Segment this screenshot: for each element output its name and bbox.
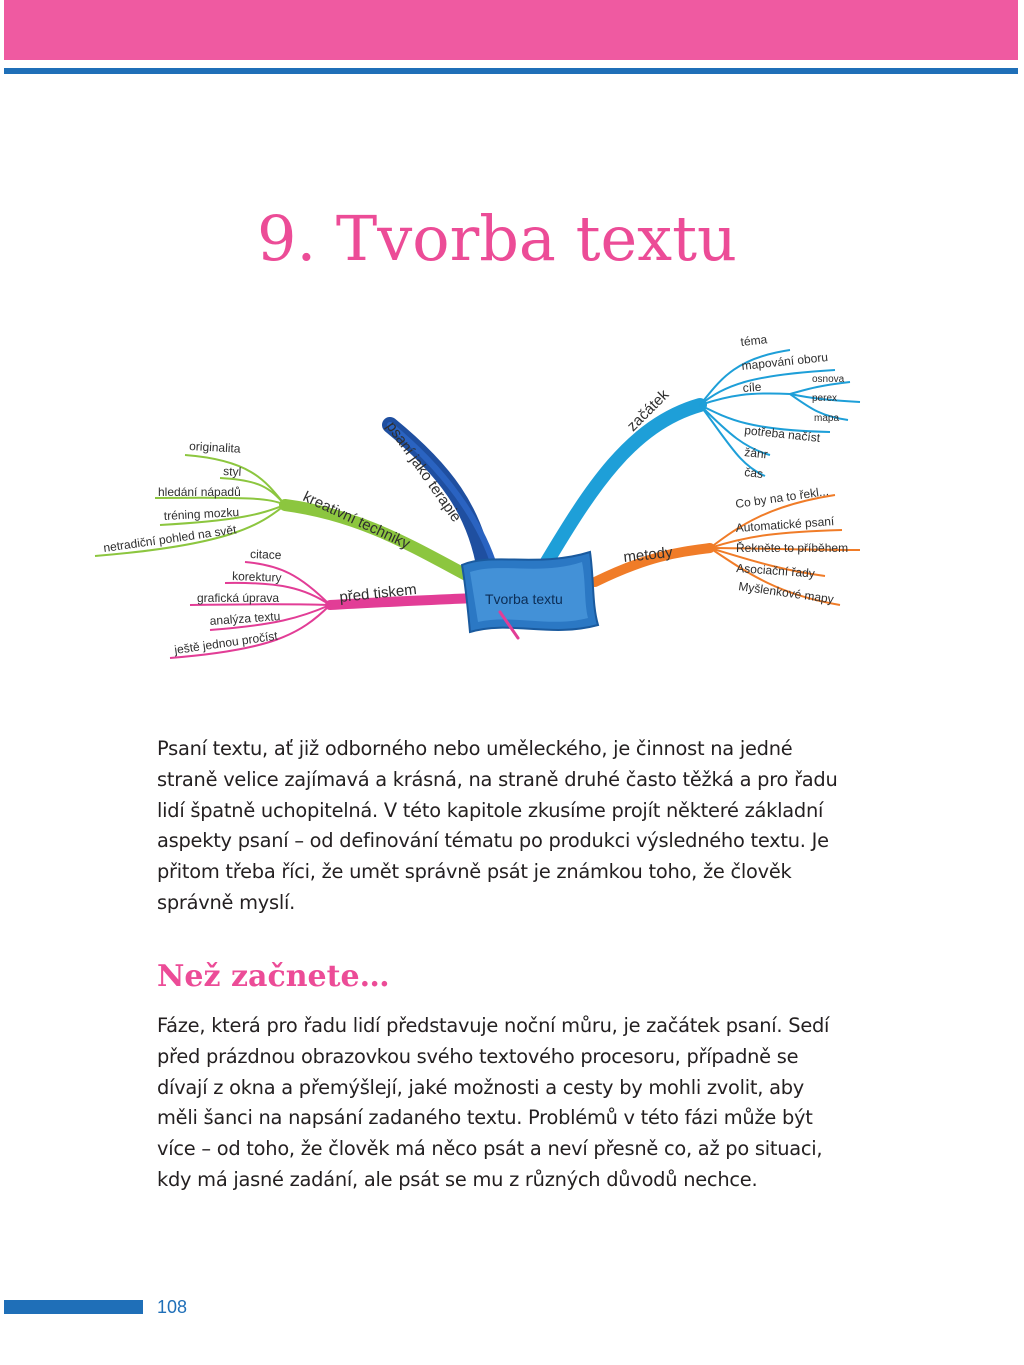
kreativni-item: styl [222,464,242,479]
mind-map [90,320,880,680]
kreativni-item: hledání nápadů [158,485,241,499]
metody-item: Řekněte to příběhem [736,541,849,555]
zacatek-item: potřeba načíst [743,423,821,445]
cile-item: mapa [814,413,840,424]
cile-item: osnova [812,374,845,385]
kreativni-item: tréning mozku [163,505,240,523]
header-band [4,0,1018,60]
intro-paragraph: Psaní textu, ať již odborného nebo uměleckého, je činnost na jedné straně velice zajímavá a krásná, na straně druhé často těžká a pro řadu lidí špatně uchopitelná. V této kapitole zkusíme projít některé základní aspekty psaní – od definování tématu po produkci výsledného textu. Je přitom třeba říci, že umět správně psát je známkou toho, že člověk správně myslí. [157,737,838,914]
pred-tiskem-item: citace [249,547,282,563]
metody-item: Myšlenkové mapy [737,579,835,607]
chapter-title: 9. Tvorba textu [257,202,737,275]
branch-label-pred-tiskem: před tiskem [338,580,418,606]
cile-item: perex [812,393,838,404]
branch-label-kreativni-techniky: kreativní techniky [300,488,413,553]
pred-tiskem-item: korektury [231,569,282,585]
zacatek-item: mapování oboru [740,349,829,373]
pred-tiskem-item: analýza textu [209,609,281,628]
branch-label-metody: metody [622,543,674,566]
zacatek-item: čas [743,465,764,481]
zacatek-item: cíle [742,379,762,395]
header-rule [4,68,1018,74]
pred-tiskem-item: grafická úprava [197,591,280,605]
metody-item: Asociační řady [735,561,816,581]
branch-kreativni-line [285,505,470,577]
pred-tiskem-item: ještě jednou pročíst [173,628,279,657]
branch-label-psani-jako-terapie: psaní jako terapie [382,418,465,526]
branch-zacatek-line [545,405,700,565]
section-paragraph: Fáze, která pro řadu lidí představuje noční můru, je začátek psaní. Sedí před prázdnou obrazovkou svého textového procesoru, případně se dívají z okna a přemýšlejí, jaké možnosti a cesty by mohli zvolit, aby měli šanci na napsání zadaného textu. Problémů v této fázi může být více – od toho, že člověk má něco psát a neví přesně co, až po situaci, kdy má jasné zadání, ale psát se mu z různých důvodů nechce. [157,1014,830,1191]
center-node-label: Tvorba textu [485,591,563,607]
zacatek-item: žánr [743,445,769,462]
branch-label-zacatek: začátek [623,386,673,435]
kreativni-item: netradiční pohled na svět [102,522,238,555]
kreativni-item: originalita [188,439,241,456]
center-node [462,552,598,638]
metody-item: Co by na to řekl... [734,484,830,511]
footer-bar [4,1300,143,1314]
page-number: 108 [157,1297,188,1317]
section-heading: Než začnete… [157,959,390,994]
zacatek-item: téma [739,332,768,349]
metody-item: Automatické psaní [735,514,835,535]
